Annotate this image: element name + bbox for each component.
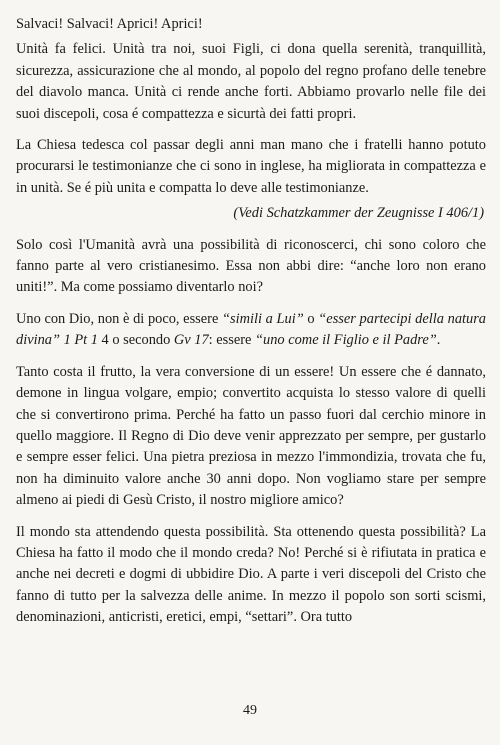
paragraph-one-with-god [16,309,486,352]
quote-similar: “simili a Lui” [222,310,304,327]
text-segment: : essere [208,332,256,349]
citation-reference: (Vedi Schatzkammer der Zeugnisse I 406/1) [233,205,484,222]
paragraph-world-waiting: Il mondo sta attendendo questa possibilità. Sta ottenendo questa possibilità? La Chiesa ha fatto il modo che il mondo creda? No! Perché si è rifiutata in pratica e anche nei decreti e dogmi di ubbidire Dio. A parte i veri discepoli del Cristo che fanno di tutto per la salvezza delle anime. In mezzo il popolo son sorti scismi, denominazioni, anticristi, eretici, empi, “settari”. Ora tutto [16,523,486,626]
paragraph-unity: Unità fa felici. Unità tra noi, suoi Figli, ci dona quella serenità, tranquillità, sicurezza, assicurazione che al mondo, al popolo del regno profano delle tenebre del diavolo manca. Unità ci rende anche forti. Abbiamo provarlo nelle file dei suoi discepoli, cosa é compattezza e sicurtà dei fatti propri. [16,41,486,122]
heading-line: Salvaci! Salvaci! Aprici! Aprici! [16,16,203,32]
page-body [16,14,486,639]
paragraph-german-church: La Chiesa tedesca col passar degli anni man mano che i fratelli hanno potuto procurarsi le testimonianze che ci sono in inglese, ha migliorata in compattezza e in unità. Se é più unita e compatta lo deve alle testimonianze. [16,137,486,196]
text-segment: . [436,332,441,349]
paragraph-conversion: Tanto costa il frutto, la vera conversione di un essere! Un essere che é dannato, demone in lingua volgare, empio; convertito acquista lo stesso valore di quelli che si convertirono prima. Perché ha fatto un passo fuori dal cerchio minore in quello maggiore. Il Regno di Dio deve venir apprezzato per sempre, per gustarlo e sempre esser felici. Una pietra preziosa in mezzo l'immondizia, trovata che fu, non ha diminuito valore anche 30 anni dopo. Non vogliamo stare per sempre almeno ai piedi di Gesù Cristo, il nostro migliore amico? [16,363,486,509]
reference-gospel: Gv 17 [173,332,209,349]
paragraph-humanity: Solo così l'Umanità avrà una possibilità di riconoscerci, chi sono coloro che fanno parte al vero cristianesimo. Essa non abbi dire: “anche loro non erano uniti!”. Ma come possiamo diventarlo noi? [16,236,486,296]
text-segment: Uno con Dio, non è di poco, essere [16,310,223,327]
page-number: 49 [243,703,257,718]
text-segment: o [303,310,319,327]
quote-divine-nature: “esser partecipi della natura divina” 1 Pt 1 [16,310,486,349]
text-segment: 4 o secondo [97,332,174,349]
quote-son-father: “uno come il Figlio e il Padre” [255,332,437,349]
